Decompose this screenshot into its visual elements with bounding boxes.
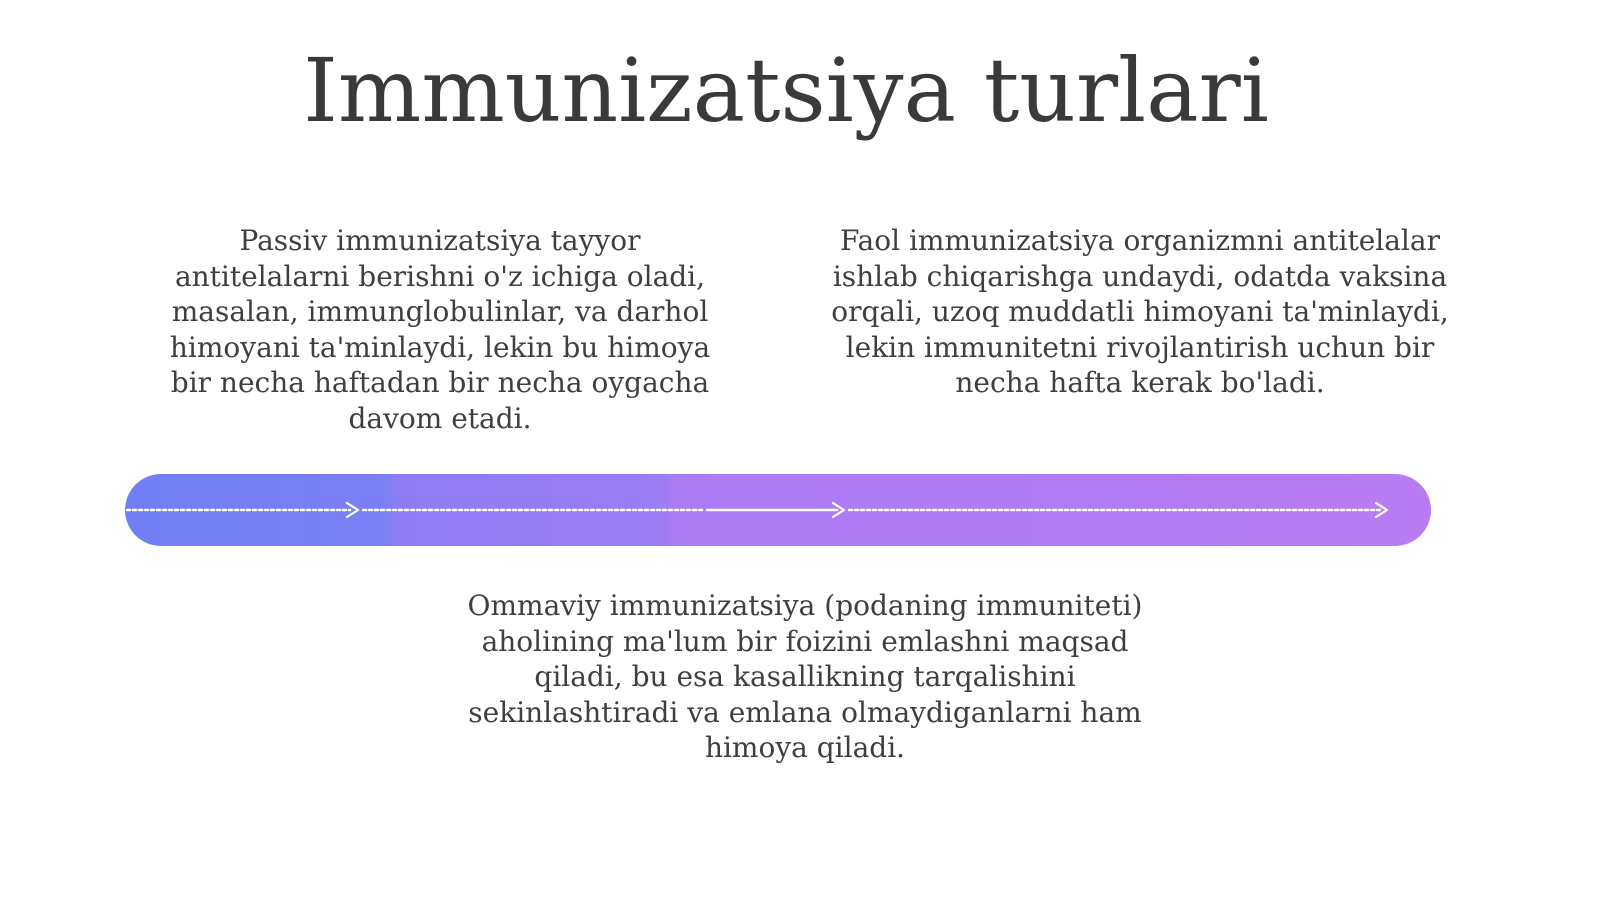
active-immunization-text: Faol immunizatsiya organizmni antitelalar ishlab chiqarishga undaydi, odatda vaksina orqali, uzoq muddatli himoyani ta'minlaydi, lekin immunitetni rivojlantirish uchun bir necha hafta kerak bo'ladi. bbox=[831, 224, 1449, 399]
herd-immunization-text: Ommaviy immunizatsiya (podaning immuniteti) aholining ma'lum bir foizini emlashni maqsad qiladi, bu esa kasallikning tarqalishini sekinlashtiradi va emlana olmaydiganlarni ham himoya qiladi. bbox=[467, 589, 1143, 764]
passive-immunization-text: Passiv immunizatsiya tayyor antitelalarni berishni o'z ichiga oladi, masalan, immunglobulinlar, va darhol himoyani ta'minlaydi, lekin bu himoya bir necha haftadan bir necha oygacha davom etadi. bbox=[169, 224, 711, 435]
timeline-graphic bbox=[125, 474, 1431, 546]
slide-title: Immunizatsiya turlari bbox=[303, 39, 1269, 142]
timeline-bar bbox=[125, 474, 1431, 546]
